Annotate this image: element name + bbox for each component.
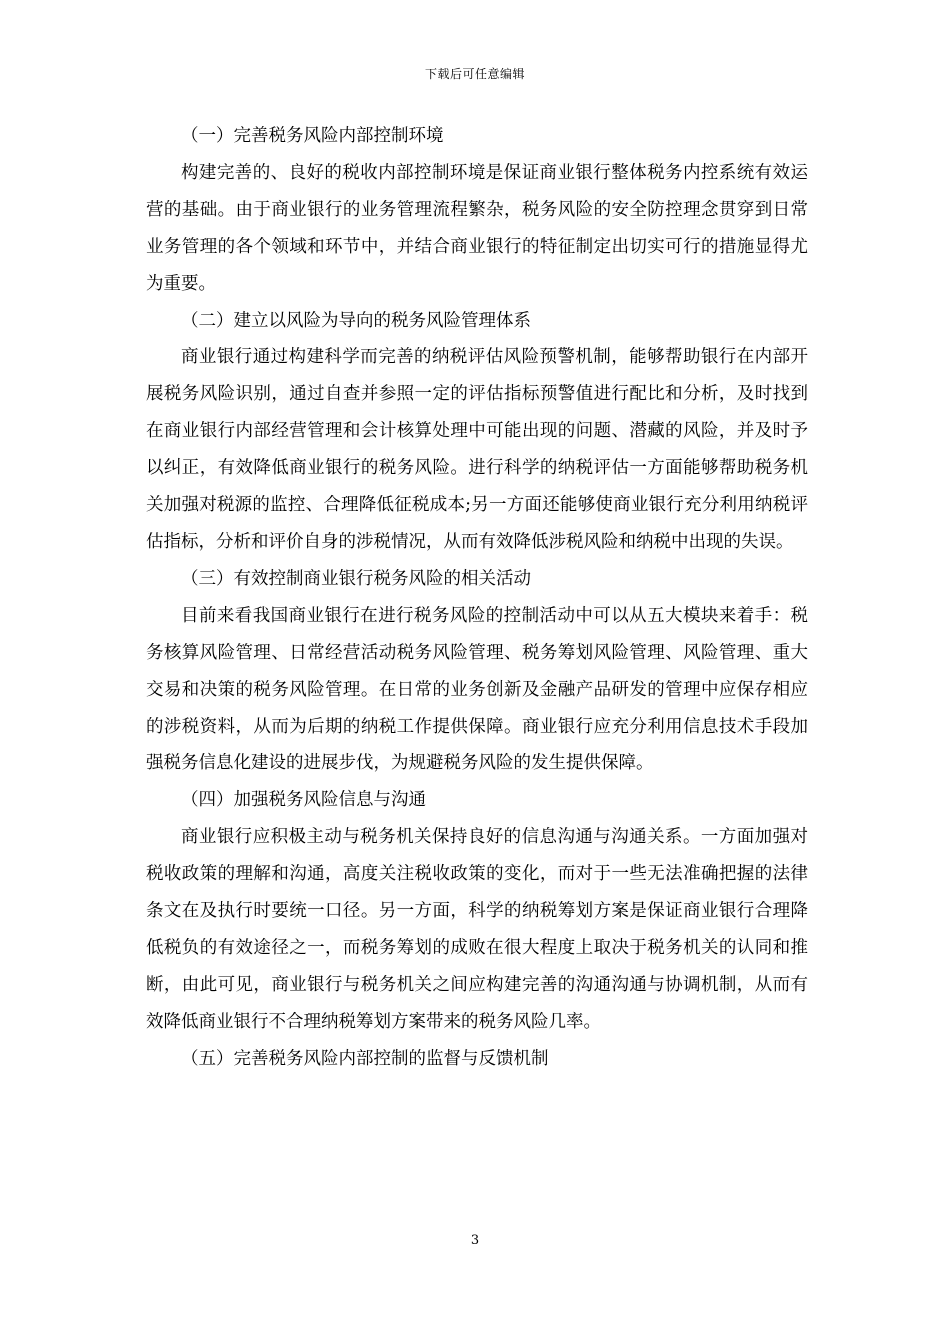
section-heading-1: （一）完善税务风险内部控制环境 (181, 126, 444, 146)
document-body (146, 118, 808, 1078)
section-heading-5: （五）完善税务风险内部控制的监督与反馈机制 (181, 1048, 549, 1069)
section-heading-4: （四）加强税务风险信息与沟通 (181, 790, 426, 811)
section-paragraph-3: 目前来看我国商业银行在进行税务风险的控制活动中可以从五大模块来着手：税务核算风险管理、日常经营活动税务风险管理、税务筹划风险管理、风险管理、重大交易和决策的税务风险管理。在日常的业务创新及金融产品研发的管理中应保存相应的涉税资料，从而为后期的纳税工作提供保障。商业银行应充分利用信息技术手段加强税务信息化建设的进展步伐，为规避税务风险的发生提供保障。 (146, 605, 808, 774)
section-heading-2: （二）建立以风险为导向的税务风险管理体系 (181, 310, 531, 331)
section-paragraph-2: 商业银行通过构建科学而完善的纳税评估风险预警机制，能够帮助银行在内部开展税务风险识别，通过自查并参照一定的评估指标预警值进行配比和分析，及时找到在商业银行内部经营管理和会计核算处理中可能出现的问题、潜藏的风险，并及时予以纠正，有效降低商业银行的税务风险。进行科学的纳税评估一方面能够帮助税务机关加强对税源的监控、合理降低征税成本;另一方面还能够使商业银行充分利用纳税评估指标，分析和评价自身的涉税情况，从而有效降低涉税风险和纳税中出现的失误。 (146, 347, 808, 552)
section-paragraph-1: 构建完善的、良好的税收内部控制环境是保证商业银行整体税务内控系统有效运营的基础。由于商业银行的业务管理流程繁杂，税务风险的安全防控理念贯穿到日常业务管理的各个领域和环节中，并结合商业银行的特征制定出切实可行的措施显得尤为重要。 (146, 162, 808, 294)
page-number: 3 (470, 1233, 480, 1248)
page-header: 下载后可任意编辑 (424, 67, 525, 81)
section-heading-3: （三）有效控制商业银行税务风险的相关活动 (181, 568, 531, 589)
section-paragraph-4: 商业银行应积极主动与税务机关保持良好的信息沟通与沟通关系。一方面加强对税收政策的理解和沟通，高度关注税收政策的变化，而对于一些无法准确把握的法律条文在及执行时要统一口径。另一方面，科学的纳税筹划方案是保证商业银行合理降低税负的有效途径之一，而税务筹划的成败在很大程度上取决于税务机关的认同和推断，由此可见，商业银行与税务机关之间应构建完善的沟通沟通与协调机制，从而有效降低商业银行不合理纳税筹划方案带来的税务风险几率。 (146, 827, 808, 1032)
